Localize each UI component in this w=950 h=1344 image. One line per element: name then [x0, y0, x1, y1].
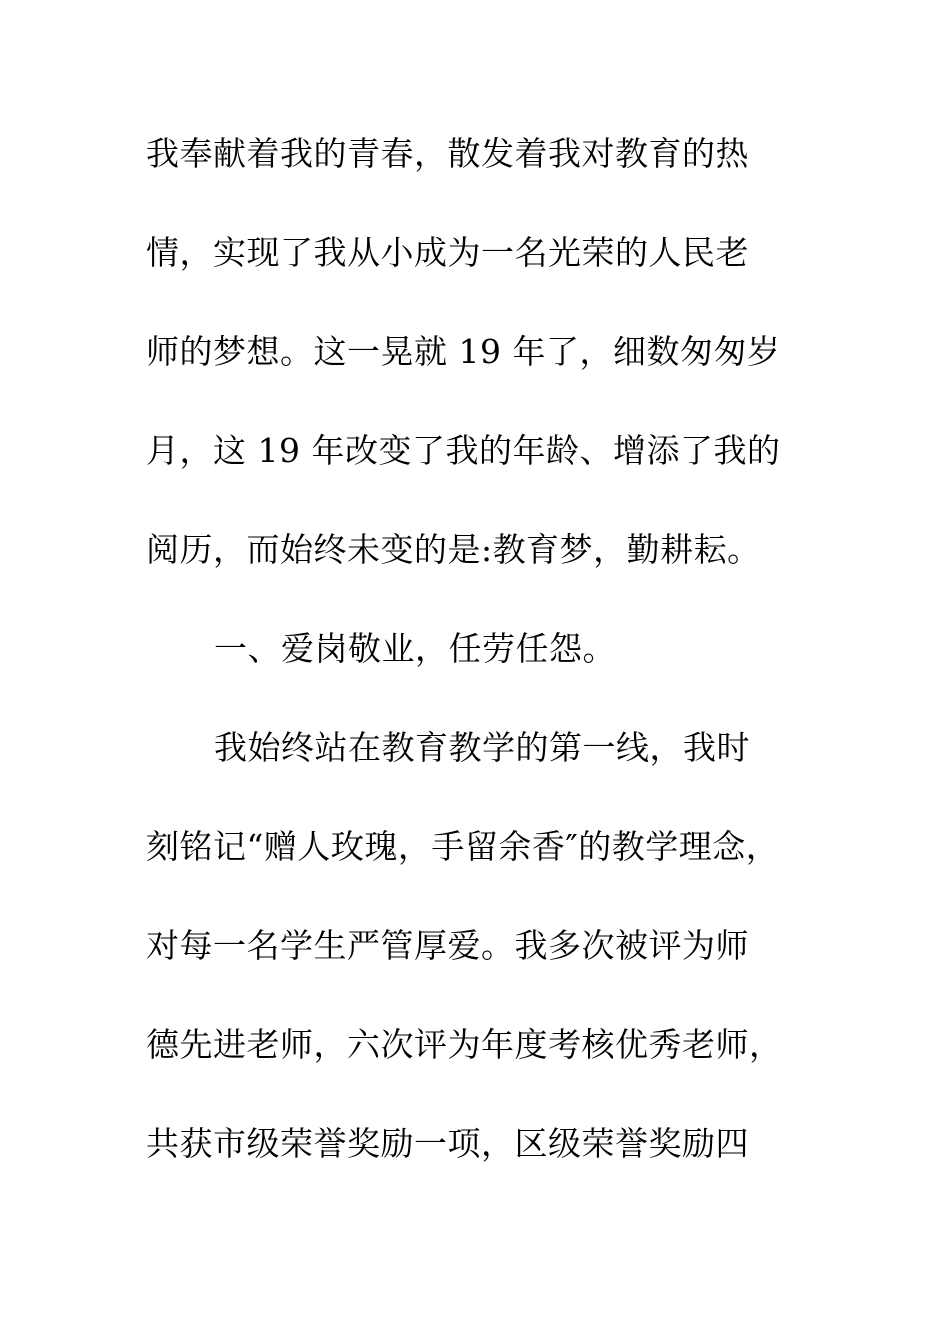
text-line: 情，实现了我从小成为一名光荣的人民老 [146, 233, 749, 272]
text-line: 师的梦想。这一晃就 19 年了，细数匆匆岁 [146, 332, 781, 371]
section-heading: 一、爱岗敬业，任劳任怨。 [214, 629, 616, 668]
paragraph-first-line: 我始终站在教育教学的第一线，我时 [214, 728, 750, 767]
text-line: 共获市级荣誉奖励一项，区级荣誉奖励四 [146, 1124, 749, 1163]
text-line: 月，这 19 年改变了我的年龄、增添了我的 [146, 431, 781, 470]
text-line: 阅历，而始终未变的是:教育梦，勤耕耘。 [146, 530, 761, 569]
text-line: 德先进老师，六次评为年度考核优秀老师， [146, 1025, 783, 1064]
text-line: 对每一名学生严管厚爱。我多次被评为师 [146, 926, 749, 965]
body-text [146, 126, 826, 1215]
text-line: 刻铭记“赠人玫瑰，手留余香″的教学理念， [146, 827, 780, 866]
text-line: 我奉献着我的青春，散发着我对教育的热 [146, 134, 749, 173]
